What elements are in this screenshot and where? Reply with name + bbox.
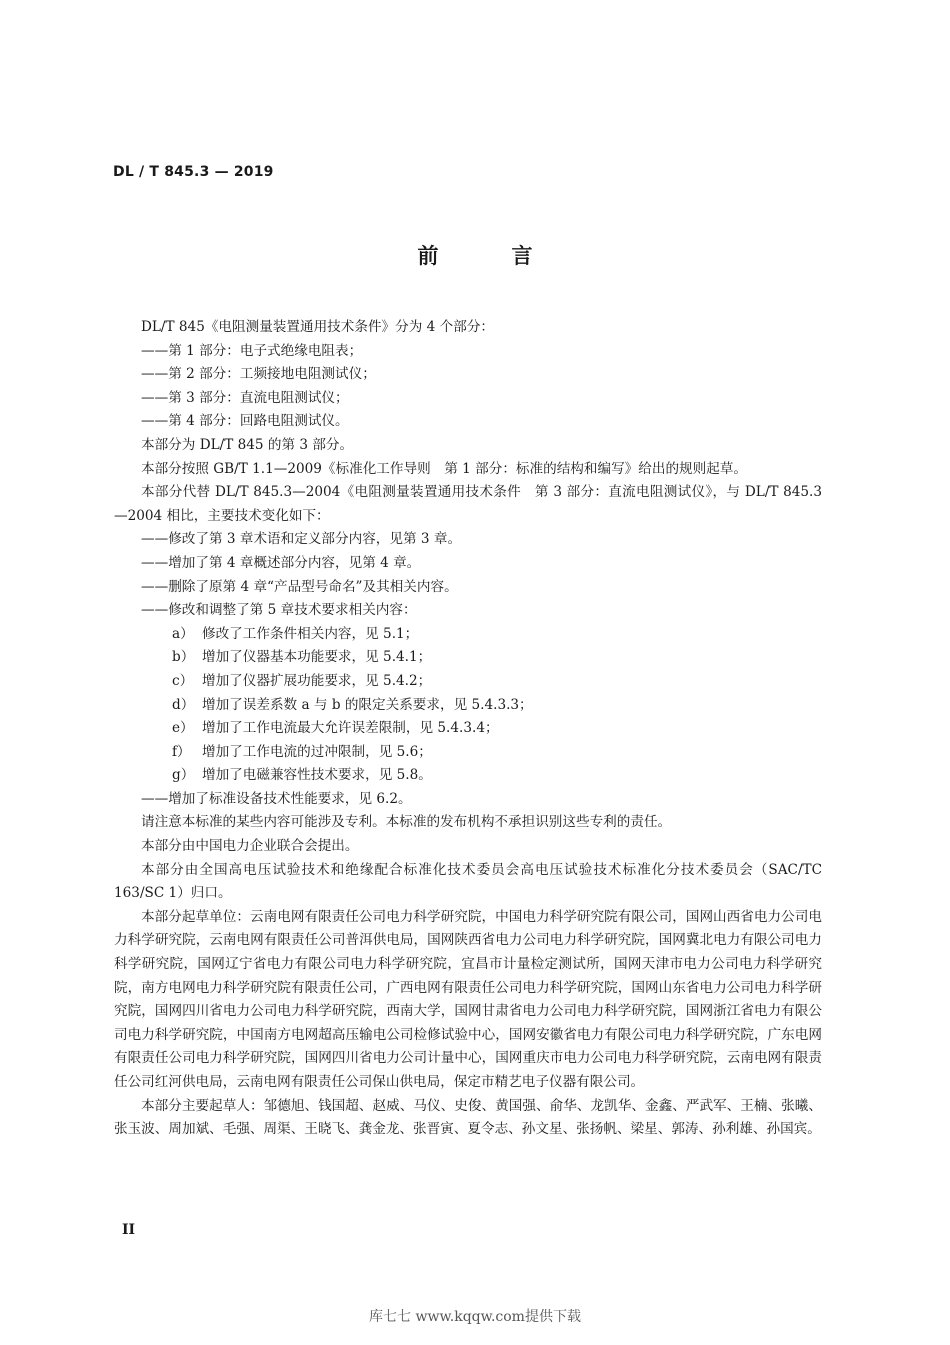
sub-item-label: b）	[172, 649, 195, 666]
sub-item	[114, 764, 822, 788]
paragraph: 请注意本标准的某些内容可能涉及专利。本标准的发布机构不承担识别这些专利的责任。	[141, 814, 672, 831]
sub-item-label: f）	[172, 743, 191, 760]
page-title: 前 言	[417, 244, 559, 268]
sub-item-text: 增加了工作电流的过冲限制，见 5.6；	[202, 743, 432, 760]
paragraph: 本部分按照 GB/T 1.1—2009《标准化工作导则 第 1 部分：标准的结构和编写》给出的规则起草。	[141, 460, 748, 477]
list-item: ——第 2 部分：工频接地电阻测试仪；	[141, 366, 376, 383]
sub-item-label: c）	[172, 672, 194, 689]
list-item: ——第 4 部分：回路电阻测试仪。	[141, 413, 349, 430]
page-number: II	[122, 1222, 136, 1238]
sub-item-text: 增加了仪器基本功能要求，见 5.4.1；	[202, 649, 432, 666]
paragraph: 本部分代替 DL/T 845.3—2004《电阻测量装置通用技术条件 第 3 部分：直流电阻测试仪》，与 DL/T 845.3—2004 相比，主要技术变化如下：	[114, 484, 822, 524]
sub-item	[114, 694, 822, 718]
document-code: DL / T 845.3 — 2019	[113, 164, 274, 180]
sub-item-text: 增加了工作电流最大允许误差限制，见 5.4.3.4；	[202, 720, 499, 737]
list-item: ——第 3 部分：直流电阻测试仪；	[141, 389, 349, 406]
sub-item-text: 增加了电磁兼容性技术要求，见 5.8。	[202, 767, 432, 784]
paragraph: DL/T 845《电阻测量装置通用技术条件》分为 4 个部分：	[141, 319, 495, 335]
paragraph: 本部分主要起草人：邹德旭、钱国超、赵威、马仪、史俊、黄国强、俞华、龙凯华、金鑫、严武军、王楠、张曦、张玉波、周加斌、毛强、周渠、王晓飞、龚金龙、张晋寅、夏令志、孙文星、张扬帆、梁星、郭涛、孙利雄、孙国宾。	[114, 1097, 822, 1138]
sub-item	[114, 623, 822, 647]
list-item: ——增加了第 4 章概述部分内容，见第 4 章。	[141, 554, 421, 571]
paragraph: 本部分为 DL/T 845 的第 3 部分。	[141, 436, 354, 453]
list-item: ——删除了原第 4 章“产品型号命名”及其相关内容。	[141, 578, 458, 595]
paragraph: 本部分起草单位：云南电网有限责任公司电力科学研究院，中国电力科学研究院有限公司，国网山西省电力公司电力科学研究院，云南电网有限责任公司普洱供电局，国网陕西省电力公司电力科学研究院，国网冀北电力有限公司电力科学研究院，国网辽宁省电力有限公司电力科学研究院，宜昌市计量检定测试所，国网天津市电力公司电力科学研究院，南方电网电力科学研究院有限责任公司，广西电网有限责任公司电力科学研究院，国网山东省电力公司电力科学研究院，国网四川省电力公司电力科学研究院，西南大学，国网甘肃省电力公司电力科学研究院，国网浙江省电力有限公司电力科学研究院，中国南方电网超高压输电公司检修试验中心，国网安徽省电力有限公司电力科学研究院，广东电网有限责任公司电力科学研究院，国网四川省电力公司计量中心，国网重庆市电力公司电力科学研究院，云南电网有限责任公司红河供电局，云南电网有限责任公司保山供电局，保定市精艺电子仪器有限公司。	[114, 908, 822, 1090]
sub-item	[114, 670, 822, 694]
sub-item-text: 增加了仪器扩展功能要求，见 5.4.2；	[202, 672, 432, 689]
paragraph: 本部分由全国高电压试验技术和绝缘配合标准化技术委员会高电压试验技术标准化分技术委员会（SAC/TC 163/SC 1）归口。	[114, 861, 822, 902]
sub-item-label: g）	[172, 767, 195, 784]
paragraph: 本部分由中国电力企业联合会提出。	[141, 838, 359, 855]
sub-item-label: a）	[172, 625, 194, 642]
footer-watermark: 库七七 www.kqqw.com提供下载	[369, 1309, 581, 1325]
sub-item	[114, 741, 822, 765]
list-item: ——增加了标准设备技术性能要求，见 6.2。	[141, 790, 412, 807]
sub-item-text: 增加了误差系数 a 与 b 的限定关系要求，见 5.4.3.3；	[202, 696, 533, 713]
list-item: ——修改了第 3 章术语和定义部分内容，见第 3 章。	[141, 531, 462, 548]
sub-item	[114, 646, 822, 670]
sub-item	[114, 717, 822, 741]
sub-item-text: 修改了工作条件相关内容，见 5.1；	[202, 625, 419, 642]
list-item: ——第 1 部分：电子式绝缘电阻表；	[141, 342, 363, 359]
sub-item-label: e）	[172, 720, 194, 737]
document-body	[114, 316, 822, 1142]
sub-item-label: d）	[172, 696, 195, 713]
list-item: ——修改和调整了第 5 章技术要求相关内容：	[141, 602, 417, 619]
